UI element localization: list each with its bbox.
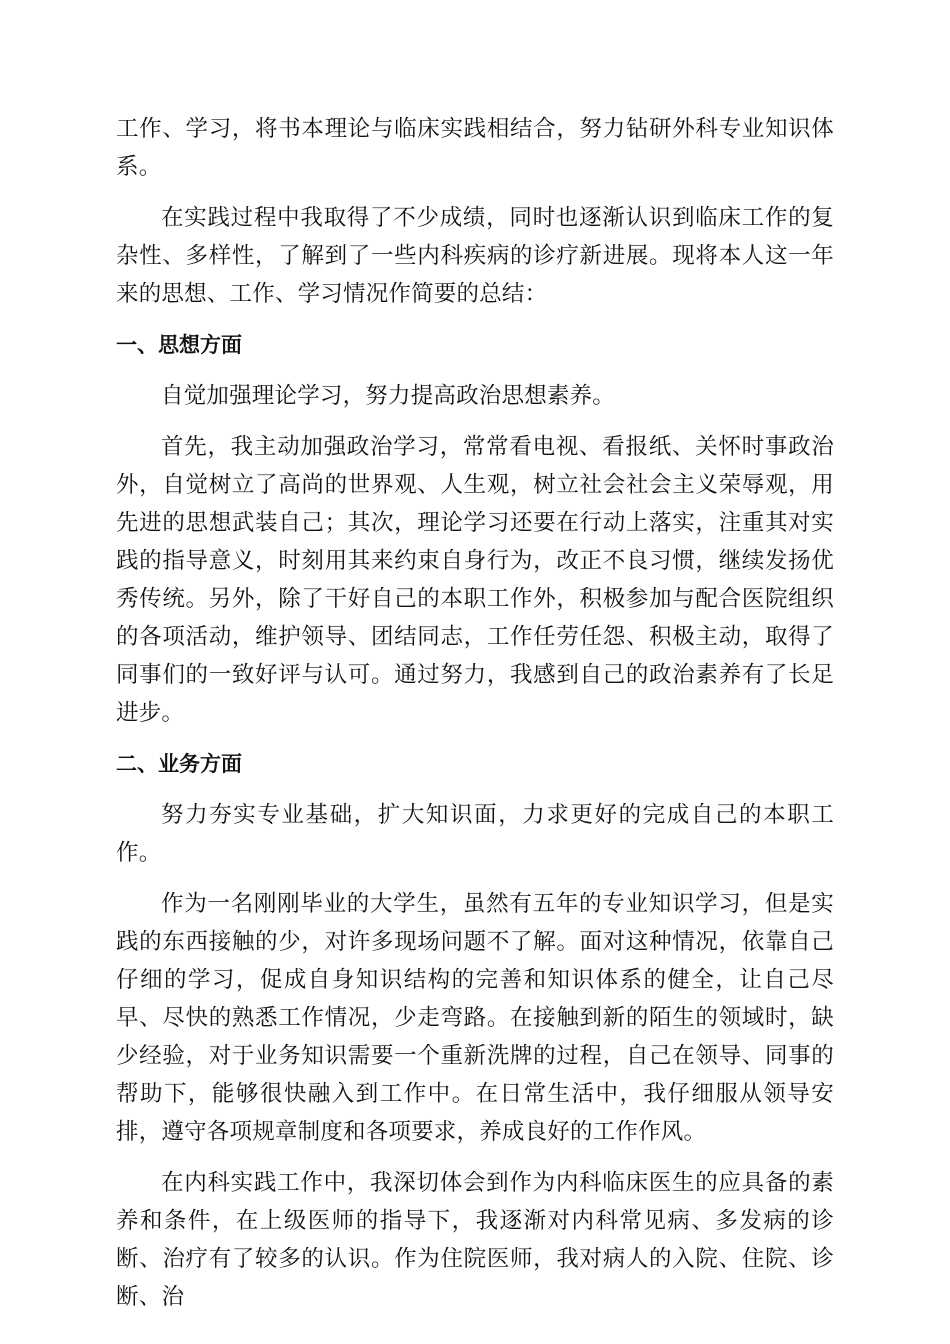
paragraph-thought-summary: 自觉加强理论学习，努力提高政治思想素养。	[161, 383, 616, 409]
paragraph-thought-detail: 首先，我主动加强政治学习，常常看电视、看报纸、关怀时事政治外，自觉树立了高尚的世界观、人生观，树立社会社会主义荣辱观，用先进的思想武装自己；其次，理论学习还要在行动上落实，注重其对实践的指导意义，时刻用其来约束自身行为，改正不良习惯，继续发扬优秀传统。另外，除了干好自己的本职工作外，积极参加与配合医院组织的各项活动，维护领导、团结同志，工作任劳任怨、积极主动，取得了同事们的一致好评与认可。通过努力，我感到自己的政治素养有了长足进步。	[116, 434, 834, 726]
section-heading-thought: 一、思想方面	[116, 333, 242, 357]
paragraph-continuation: 工作、学习，将书本理论与临床实践相结合，努力钻研外科专业知识体系。	[116, 116, 834, 180]
paragraph-intro: 在实践过程中我取得了不少成绩，同时也逐渐认识到临床工作的复杂性、多样性，了解到了一些内科疾病的诊疗新进展。现将本人这一年来的思想、工作、学习情况作简要的总结：	[116, 205, 834, 307]
paragraph-internal-medicine: 在内科实践工作中，我深切体会到作为内科临床医生的应具备的素养和条件，在上级医师的指导下，我逐渐对内科常见病、多发病的诊断、治疗有了较多的认识。作为住院医师，我对病人的入院、住院、诊断、治	[116, 1170, 834, 1310]
section-heading-business: 二、业务方面	[116, 752, 242, 776]
paragraph-business-summary: 努力夯实专业基础，扩大知识面，力求更好的完成自己的本职工作。	[116, 802, 834, 866]
paragraph-business-detail: 作为一名刚刚毕业的大学生，虽然有五年的专业知识学习，但是实践的东西接触的少，对许多现场问题不了解。面对这种情况，依靠自己仔细的学习，促成自身知识结构的完善和知识体系的健全，让自己尽早、尽快的熟悉工作情况，少走弯路。在接触到新的陌生的领域时，缺少经验，对于业务知识需要一个重新洗牌的过程，自己在领导、同事的帮助下，能够很快融入到工作中。在日常生活中，我仔细服从领导安排，遵守各项规章制度和各项要求，养成良好的工作作风。	[116, 891, 834, 1145]
document-body	[116, 110, 834, 1329]
